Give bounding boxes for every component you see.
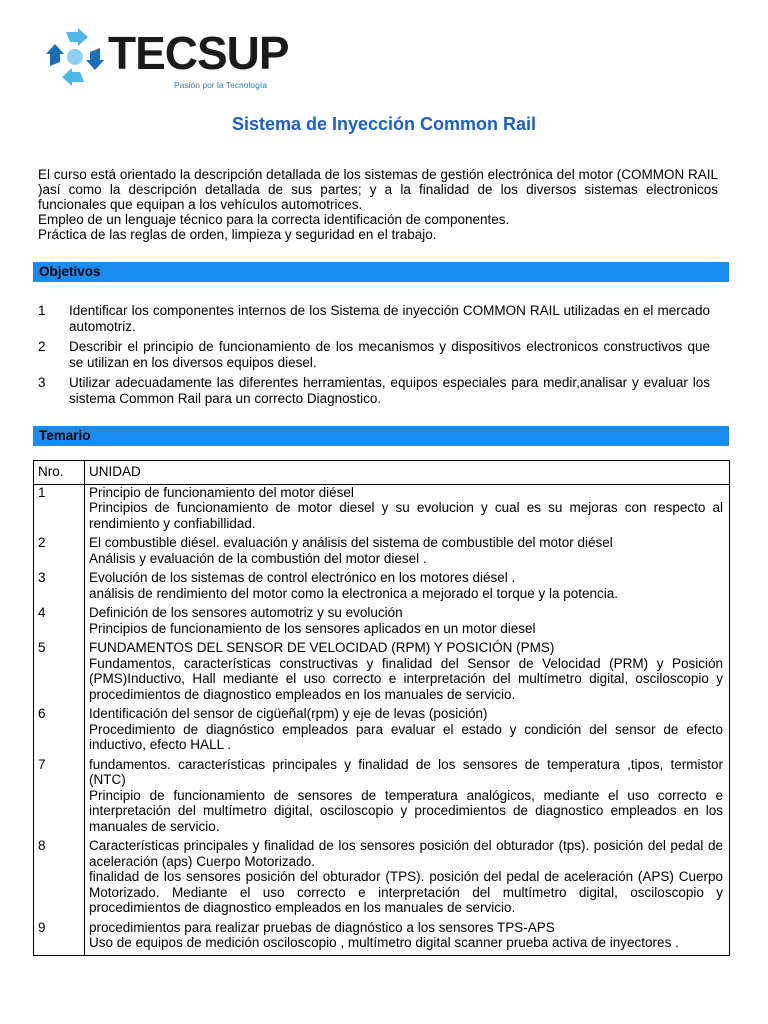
objective-number: 3: [38, 375, 46, 390]
unit-number: 2: [34, 535, 85, 570]
objective-item: [38, 303, 710, 334]
objectives-list: [38, 303, 710, 411]
unit-detail: Principio de funcionamiento de sensores de temperatura analógicos, mediante el uso correcto e interpretación del multímetro digital, osciloscopio y procedimientos de diagnostico empleados en los manuales de servicio.: [89, 787, 723, 834]
table-row: [34, 535, 730, 570]
table-row: [34, 605, 730, 640]
intro-paragraph: Empleo de un lenguaje técnico para la correcta identificación de componentes.: [38, 212, 510, 227]
unit-number: 7: [34, 757, 85, 839]
intro-paragraph: Práctica de las reglas de orden, limpieza y seguridad en el trabajo.: [38, 227, 437, 242]
table-row: [34, 570, 730, 605]
page-title: Sistema de Inyección Common Rail: [231, 114, 537, 134]
unit-detail: Fundamentos, características constructivas y finalidad del Sensor de Velocidad (PRM) y Posición (PMS)Inductivo, Hall mediante el uso correcto e interpretación del multímetro digital, osciloscopio y procedimientos de diagnostico empleados en los manuales de servicio.: [89, 655, 723, 702]
unit-title: El combustible diésel. evaluación y análisis del sistema de combustible del motor diésel: [89, 535, 613, 550]
unit-detail: análisis de rendimiento del motor como la electronica a mejorado el torque y la potencia.: [89, 585, 619, 601]
unit-title: fundamentos. características principales y finalidad de los sensores de temperatura ,tipos, termistor (NTC): [89, 756, 723, 787]
unit-number: 6: [34, 706, 85, 757]
column-header-unidad: UNIDAD: [85, 461, 730, 485]
objective-text: Describir el principio de funcionamiento de los mecanismos y dispositivos electronicos constructivos que se utilizan en los diversos equipos diesel.: [69, 339, 710, 370]
unit-title: Principio de funcionamiento del motor diésel: [89, 484, 354, 500]
objective-text: Identificar los componentes internos de los Sistema de inyección COMMON RAIL utilizadas en el mercado automotriz.: [69, 303, 710, 334]
table-header-row: [34, 461, 730, 485]
intro-paragraph: El curso está orientado la descripción detallada de los sistemas de gestión electrónica del motor (COMMON RAIL )así como la descripción detallada de sus partes; y a la finalidad de los diversos sistemas electronicos funcionales que equipan a los vehículos automotrices.: [38, 167, 718, 212]
tecsup-arrows-icon: [44, 26, 106, 88]
unit-number: 4: [34, 605, 85, 640]
intro-text: [38, 167, 718, 242]
unit-description: [85, 838, 730, 920]
logo-wordmark: TECSUP: [108, 27, 289, 79]
unit-title: Características principales y finalidad de los sensores posición del obturador (tps). posición del pedal de aceleración (aps) Cuerpo Motorizado.: [89, 838, 723, 869]
unit-description: [85, 570, 730, 605]
table-row: [34, 640, 730, 706]
objective-text: Utilizar adecuadamente las diferentes herramientas, equipos especiales para medir,analisar y evaluar los sistema Common Rail para un correcto Diagnostico.: [69, 375, 710, 406]
unit-detail: Uso de equipos de medición osciloscopio , multímetro digital scanner prueba activa de inyectores .: [89, 935, 679, 950]
table-row: [34, 706, 730, 757]
unit-number: 5: [34, 640, 85, 706]
unit-title: Evolución de los sistemas de control electrónico en los motores diésel .: [89, 570, 516, 585]
unit-detail: finalidad de los sensores posición del obturador (TPS). posición del pedal de aceleración (APS) Cuerpo Motorizado. Mediante el uso correcto e interpretación del multímetro digital, osciloscopio y procedimientos de diagnostico empleados en los manuales de servicio.: [89, 869, 723, 915]
table-row: [34, 838, 730, 920]
table-row: [34, 757, 730, 839]
unit-number: 3: [34, 570, 85, 605]
unit-description: [85, 706, 730, 757]
unit-detail: Análisis y evaluación de la combustión del motor diesel .: [89, 550, 427, 566]
temario-heading: Temario: [33, 426, 729, 446]
objective-item: [38, 339, 710, 370]
unit-description: [85, 535, 730, 570]
unit-description: [85, 920, 730, 956]
column-header-nro: Nro.: [34, 461, 85, 485]
objective-number: 2: [38, 339, 46, 354]
unit-title: Identificación del sensor de cigüeñal(rpm) y eje de levas (posición): [89, 706, 488, 721]
unit-title: FUNDAMENTOS DEL SENSOR DE VELOCIDAD (RPM) Y POSICIÓN (PMS): [89, 640, 555, 655]
unit-number: 8: [34, 838, 85, 920]
objective-number: 1: [38, 303, 46, 318]
unit-description: [85, 757, 730, 839]
unit-detail: Principios de funcionamiento de los sensores aplicados en un motor diesel: [89, 620, 536, 636]
tecsup-logo: [44, 26, 294, 94]
table-row: [34, 484, 730, 535]
unit-description: [85, 640, 730, 706]
objectives-heading: Objetivos: [33, 262, 729, 282]
unit-detail: Procedimiento de diagnóstico empleados para evaluar el estado y condición del sensor de efecto inductivo, efecto HALL .: [89, 721, 723, 752]
table-row: [34, 920, 730, 956]
unit-title: Definición de los sensores automotriz y su evolución: [89, 605, 403, 620]
unit-description: [85, 605, 730, 640]
objective-item: [38, 375, 710, 406]
unit-number: 9: [34, 920, 85, 956]
logo-tagline: Pasión por la Tecnología: [174, 80, 267, 90]
unit-description: [85, 484, 730, 535]
unit-detail: Principios de funcionamiento de motor diesel y su evolucion y cual es su mejoras con respecto al rendimiento y confiabillidad.: [89, 500, 723, 531]
unit-title: procedimientos para realizar pruebas de diagnóstico a los sensores TPS-APS: [89, 919, 555, 935]
unit-number: 1: [34, 484, 85, 535]
temario-table: [33, 460, 730, 956]
